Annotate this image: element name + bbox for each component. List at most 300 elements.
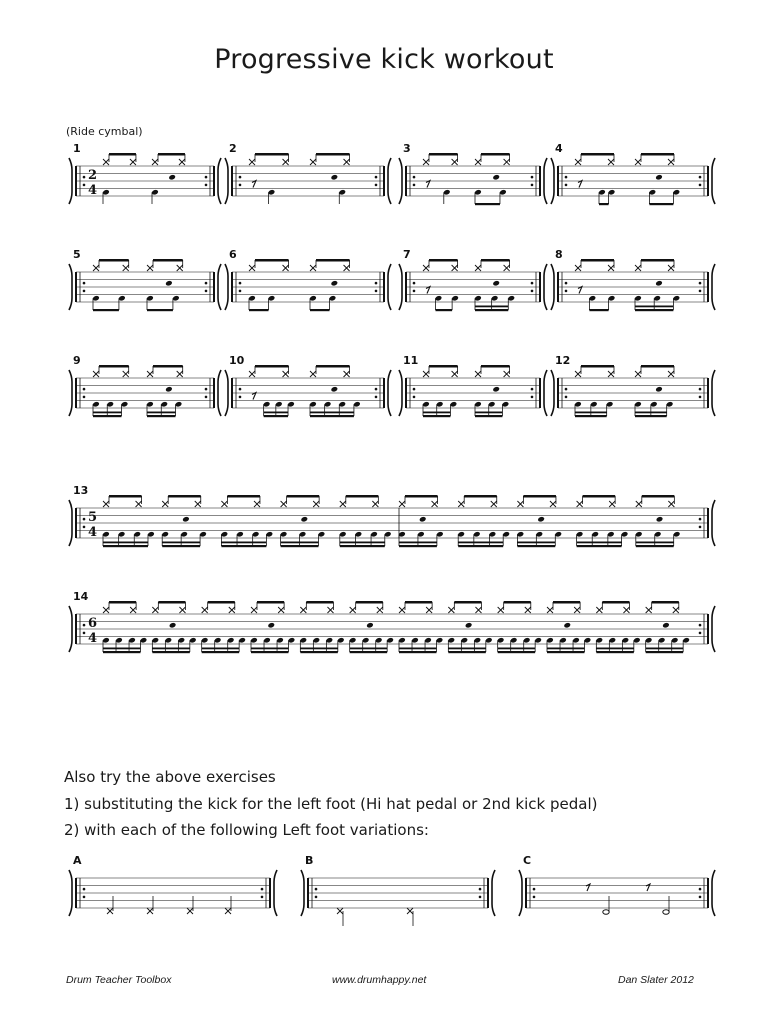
exercise-number: 6 [229, 248, 237, 261]
repeat-dot [205, 388, 208, 391]
beam [464, 495, 497, 498]
beam [109, 601, 136, 604]
beam [202, 648, 239, 650]
repeat-bracket [551, 158, 554, 204]
beam [399, 545, 437, 547]
beam [350, 651, 387, 653]
repeat-bracket [388, 370, 391, 416]
repeat-dot [479, 888, 482, 891]
repeat-bracket [218, 264, 221, 310]
beam [300, 651, 337, 653]
repeat-dot [699, 282, 702, 285]
exercise-number: 2 [229, 142, 237, 155]
exercise-number: 9 [73, 354, 81, 367]
repeat-dot [531, 282, 534, 285]
instructions [64, 768, 597, 848]
repeat-dot [531, 290, 534, 293]
beam [475, 412, 502, 414]
beam [429, 153, 458, 156]
beam [99, 259, 129, 262]
beam [602, 601, 629, 604]
beam [208, 601, 235, 604]
repeat-dot [531, 388, 534, 391]
exercise-B [301, 854, 495, 926]
repeat-bracket [544, 158, 547, 204]
repeat-bracket [69, 500, 72, 546]
beam [251, 651, 288, 653]
beam [646, 648, 683, 650]
notehead [169, 622, 177, 629]
repeat-dot [533, 888, 536, 891]
rest [252, 181, 256, 188]
beam [147, 415, 176, 417]
beam [350, 648, 387, 650]
beam [475, 415, 502, 417]
repeat-bracket [544, 370, 547, 416]
beam [264, 415, 288, 417]
beam [635, 412, 667, 414]
repeat-dot [375, 396, 378, 399]
time-signature-top: 6 [88, 616, 98, 631]
repeat-dot [83, 888, 86, 891]
notehead [465, 622, 473, 629]
beam [103, 545, 148, 547]
beam [641, 153, 674, 156]
notehead [662, 622, 670, 629]
repeat-dot [261, 896, 264, 899]
repeat-bracket [301, 870, 304, 916]
repeat-bracket [69, 264, 72, 310]
beam [340, 542, 385, 544]
beam [99, 365, 129, 368]
repeat-bracket [712, 870, 715, 916]
repeat-dot [83, 624, 86, 627]
exercise-number: 14 [73, 590, 89, 603]
repeat-bracket [218, 158, 221, 204]
beam [310, 412, 354, 414]
rest [426, 287, 430, 294]
repeat-bracket [218, 370, 221, 416]
beam [202, 651, 239, 653]
notehead [537, 516, 545, 523]
beam [310, 309, 330, 311]
beam [316, 153, 350, 156]
exercise-number: 3 [403, 142, 411, 155]
exercise-number: 12 [555, 354, 571, 367]
notehead [331, 280, 339, 287]
repeat-dot [479, 896, 482, 899]
repeat-dot [699, 396, 702, 399]
beam [109, 495, 142, 498]
beam [481, 259, 510, 262]
exercise-1 [69, 142, 221, 204]
time-signature-top: 5 [88, 510, 98, 525]
pedal-notehead [603, 910, 609, 915]
repeat-bracket [492, 870, 495, 916]
notehead [168, 174, 176, 181]
repeat-dot [315, 896, 318, 899]
beam [152, 651, 189, 653]
repeat-dot [83, 176, 86, 179]
beam [255, 153, 289, 156]
beam [475, 306, 508, 308]
repeat-bracket [551, 370, 554, 416]
beam [158, 601, 185, 604]
exercise-number: 5 [73, 248, 81, 261]
beam [635, 309, 673, 311]
exercise-7 [399, 248, 547, 311]
repeat-dot [413, 396, 416, 399]
repeat-dot [315, 888, 318, 891]
repeat-bracket [519, 870, 522, 916]
notehead [563, 622, 571, 629]
repeat-dot [531, 176, 534, 179]
beam [581, 259, 614, 262]
beam [635, 415, 667, 417]
time-signature-bottom: 4 [88, 631, 98, 646]
repeat-bracket [69, 870, 72, 916]
notehead [655, 280, 663, 287]
beam [162, 545, 200, 547]
beam [599, 203, 609, 205]
repeat-dot [205, 184, 208, 187]
instruction-line-2: 1) substituting the kick for the left foot (Hi hat pedal or 2nd kick pedal) [64, 794, 598, 813]
repeat-bracket [712, 500, 715, 546]
exercise-number: 10 [229, 354, 245, 367]
beam [93, 309, 119, 311]
notehead [492, 280, 500, 287]
repeat-dot [375, 184, 378, 187]
repeat-bracket [712, 158, 715, 204]
beam [458, 542, 503, 544]
repeat-dot [413, 176, 416, 179]
repeat-dot [699, 888, 702, 891]
repeat-bracket [712, 264, 715, 310]
beam [152, 648, 189, 650]
beam [255, 365, 289, 368]
rest [646, 884, 650, 891]
notehead [331, 174, 339, 181]
repeat-bracket [69, 606, 72, 652]
repeat-dot [565, 388, 568, 391]
repeat-dot [83, 896, 86, 899]
repeat-dot [205, 176, 208, 179]
repeat-dot [531, 184, 534, 187]
beam [306, 601, 333, 604]
exercise-number: 4 [555, 142, 563, 155]
beam [340, 545, 385, 547]
exercise-number: A [73, 854, 82, 867]
beam [109, 153, 136, 156]
repeat-dot [699, 518, 702, 521]
exercise-A [69, 854, 277, 916]
beam [596, 651, 633, 653]
repeat-bracket [712, 606, 715, 652]
rest [426, 181, 430, 188]
time-signature-top: 2 [88, 168, 98, 183]
rest [578, 287, 582, 294]
beam [221, 542, 266, 544]
repeat-dot [83, 518, 86, 521]
exercise-12 [551, 354, 715, 417]
beam [103, 648, 140, 650]
exercise-14 [69, 590, 715, 653]
exercise-number: 13 [73, 484, 89, 497]
exercise-2 [225, 142, 391, 204]
notehead [267, 622, 275, 629]
beam [504, 601, 531, 604]
notehead [492, 174, 500, 181]
beam [581, 153, 614, 156]
notehead [182, 516, 190, 523]
beam [399, 651, 436, 653]
repeat-dot [83, 282, 86, 285]
beam [498, 648, 535, 650]
notehead [655, 174, 663, 181]
beam [636, 545, 674, 547]
beam [635, 306, 673, 308]
beam [399, 542, 437, 544]
repeat-dot [413, 290, 416, 293]
instruction-line-3: 2) with each of the following Left foot variations: [64, 821, 429, 839]
beam [646, 651, 683, 653]
repeat-dot [699, 632, 702, 635]
repeat-dot [533, 896, 536, 899]
repeat-dot [699, 184, 702, 187]
beam [162, 542, 200, 544]
repeat-bracket [551, 264, 554, 310]
repeat-dot [531, 396, 534, 399]
repeat-dot [239, 396, 242, 399]
repeat-dot [239, 282, 242, 285]
footer-center: www.drumhappy.net [332, 974, 427, 986]
beam [575, 415, 607, 417]
beam [429, 259, 458, 262]
exercise-3 [399, 142, 547, 205]
beam [281, 542, 319, 544]
repeat-bracket [544, 264, 547, 310]
repeat-dot [375, 388, 378, 391]
repeat-dot [565, 176, 568, 179]
repeat-dot [239, 290, 242, 293]
repeat-dot [699, 290, 702, 293]
time-signature-bottom: 4 [88, 183, 98, 198]
rest [252, 393, 256, 400]
beam [577, 542, 622, 544]
exercise-number: 11 [403, 354, 419, 367]
beam [553, 601, 580, 604]
beam [583, 495, 616, 498]
notehead [656, 516, 664, 523]
instruction-line-1: Also try the above exercises [64, 768, 276, 786]
beam [458, 545, 503, 547]
beam [448, 648, 485, 650]
notehead [655, 386, 663, 393]
ride-cymbal-label: (Ride cymbal) [66, 125, 143, 138]
repeat-dot [83, 388, 86, 391]
beam [255, 259, 289, 262]
repeat-dot [565, 290, 568, 293]
notehead [165, 280, 173, 287]
repeat-bracket [225, 264, 228, 310]
repeat-bracket [69, 370, 72, 416]
footer-left: Drum Teacher Toolbox [66, 974, 172, 986]
exercise-9 [69, 354, 221, 417]
repeat-dot [83, 396, 86, 399]
repeat-dot [205, 282, 208, 285]
beam [577, 545, 622, 547]
repeat-dot [565, 184, 568, 187]
repeat-dot [699, 624, 702, 627]
beam [652, 601, 679, 604]
repeat-bracket [225, 158, 228, 204]
repeat-dot [375, 282, 378, 285]
repeat-dot [375, 290, 378, 293]
beam [423, 412, 450, 414]
repeat-dot [239, 388, 242, 391]
beam [346, 495, 379, 498]
repeat-dot [413, 184, 416, 187]
exercise-4 [551, 142, 715, 205]
beam [147, 412, 176, 414]
exercise-number: 7 [403, 248, 411, 261]
repeat-dot [83, 632, 86, 635]
beam [158, 153, 185, 156]
page-title: Progressive kick workout [214, 44, 554, 75]
beam [475, 203, 500, 205]
rest [586, 884, 590, 891]
repeat-bracket [399, 264, 402, 310]
repeat-dot [699, 526, 702, 529]
beam [481, 365, 510, 368]
exercise-number: 8 [555, 248, 563, 261]
beam [475, 309, 508, 311]
beam [581, 365, 614, 368]
beam [435, 309, 452, 311]
repeat-dot [261, 888, 264, 891]
beam [589, 309, 608, 311]
notehead [331, 386, 339, 393]
repeat-dot [83, 184, 86, 187]
beam [399, 648, 436, 650]
beam [153, 259, 183, 262]
beam [287, 495, 320, 498]
repeat-bracket [274, 870, 277, 916]
notehead [492, 386, 500, 393]
repeat-dot [83, 526, 86, 529]
repeat-dot [413, 282, 416, 285]
beam [249, 309, 269, 311]
repeat-dot [239, 176, 242, 179]
beam [103, 651, 140, 653]
repeat-dot [205, 396, 208, 399]
exercise-13 [69, 484, 715, 547]
beam [316, 365, 350, 368]
repeat-dot [239, 184, 242, 187]
beam [153, 365, 183, 368]
beam [498, 651, 535, 653]
beam [356, 601, 383, 604]
beam [649, 203, 673, 205]
exercise-number: 1 [73, 142, 81, 155]
beam [454, 601, 481, 604]
repeat-bracket [399, 158, 402, 204]
beam [93, 415, 122, 417]
beam [405, 601, 432, 604]
rest [578, 181, 582, 188]
pedal-notehead [663, 910, 669, 915]
beam [523, 495, 556, 498]
beam [316, 259, 350, 262]
beam [641, 365, 674, 368]
notehead [419, 516, 427, 523]
beam [310, 415, 354, 417]
beam [547, 648, 584, 650]
beam [227, 495, 260, 498]
beam [264, 412, 288, 414]
beam [281, 545, 319, 547]
exercise-number: C [523, 854, 532, 867]
beam [641, 259, 674, 262]
repeat-dot [565, 282, 568, 285]
repeat-dot [699, 176, 702, 179]
beam [575, 412, 607, 414]
exercise-10 [225, 354, 391, 417]
beam [423, 415, 450, 417]
footer-right: Dan Slater 2012 [618, 974, 694, 986]
beam [257, 601, 284, 604]
repeat-bracket [399, 370, 402, 416]
beam [517, 542, 555, 544]
notehead [301, 516, 309, 523]
beam [221, 545, 266, 547]
beam [642, 495, 675, 498]
repeat-bracket [388, 264, 391, 310]
time-signature-bottom: 4 [88, 525, 98, 540]
beam [93, 412, 122, 414]
exercise-8 [551, 248, 715, 311]
notehead [165, 386, 173, 393]
exercise-11 [399, 354, 547, 417]
repeat-dot [205, 290, 208, 293]
exercise-C [519, 854, 715, 916]
beam [103, 542, 148, 544]
repeat-bracket [712, 370, 715, 416]
repeat-dot [413, 388, 416, 391]
repeat-dot [565, 396, 568, 399]
beam [448, 651, 485, 653]
beam [636, 542, 674, 544]
beam [517, 545, 555, 547]
exercise-number: B [305, 854, 314, 867]
repeat-dot [83, 290, 86, 293]
beam [147, 309, 173, 311]
repeat-dot [699, 896, 702, 899]
beam [429, 365, 458, 368]
exercise-5 [69, 248, 221, 311]
beam [596, 648, 633, 650]
repeat-bracket [388, 158, 391, 204]
repeat-bracket [69, 158, 72, 204]
notehead [366, 622, 374, 629]
beam [168, 495, 201, 498]
repeat-dot [375, 176, 378, 179]
exercise-6 [225, 248, 391, 311]
beam [547, 651, 584, 653]
beam [481, 153, 510, 156]
repeat-dot [699, 388, 702, 391]
beam [405, 495, 438, 498]
